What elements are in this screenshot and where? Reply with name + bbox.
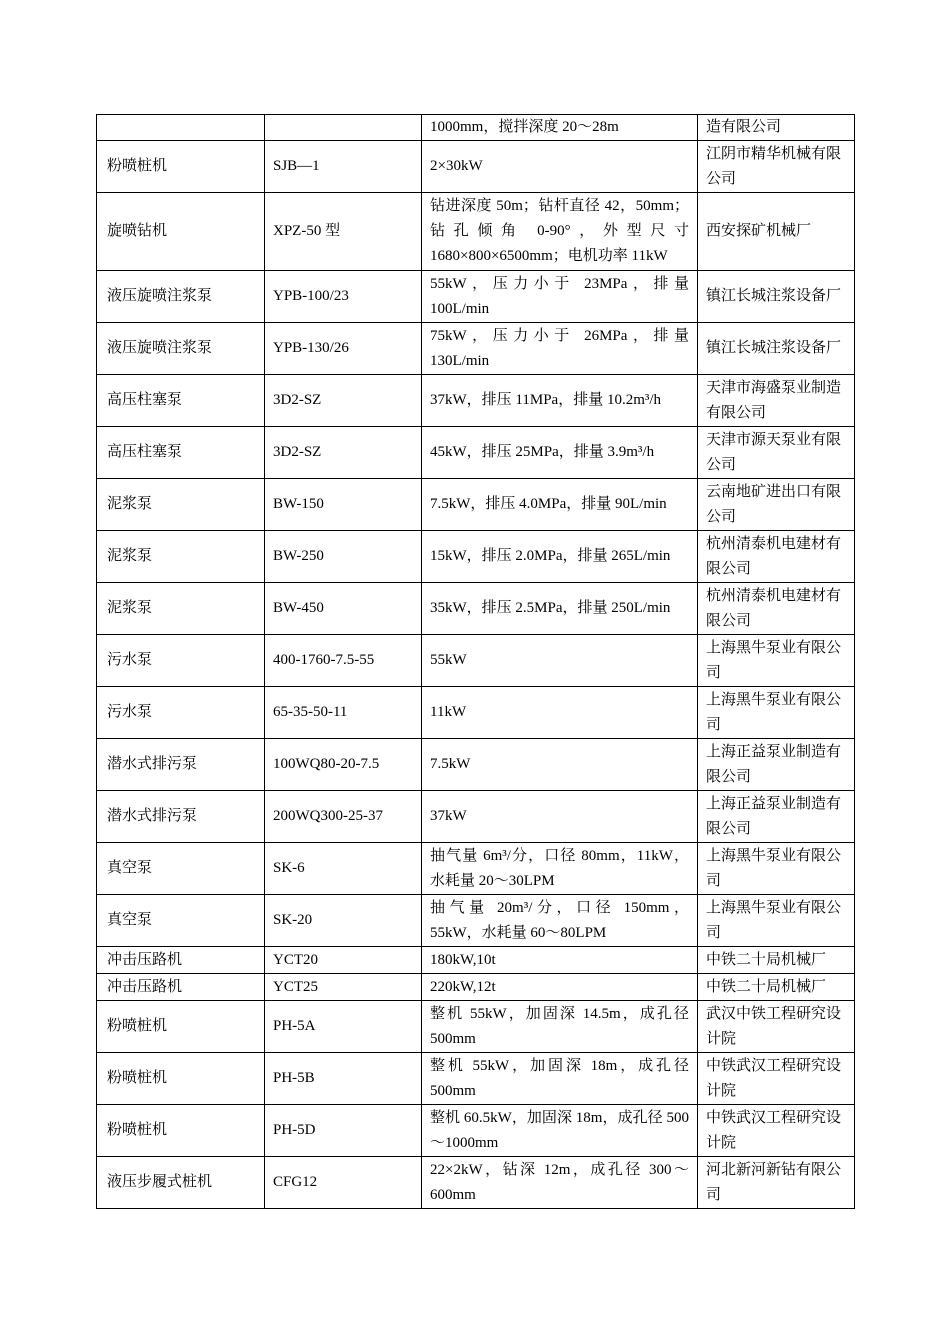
equipment-name-cell: 潜水式排污泵 [97, 739, 265, 791]
spec-cell: 75kW，压力小于 26MPa，排量 130L/min [422, 323, 698, 375]
model-cell: BW-150 [265, 479, 422, 531]
equipment-name-cell: 泥浆泵 [97, 583, 265, 635]
equipment-name-cell: 粉喷桩机 [97, 1105, 265, 1157]
model-cell: 200WQ300-25-37 [265, 791, 422, 843]
table-row [97, 323, 855, 375]
table-row [97, 739, 855, 791]
table-row [97, 271, 855, 323]
manufacturer-cell: 上海正益泵业制造有限公司 [698, 791, 855, 843]
manufacturer-cell: 云南地矿进出口有限公司 [698, 479, 855, 531]
spec-cell: 抽气量 6m³/分，口径 80mm，11kW，水耗量 20～30LPM [422, 843, 698, 895]
spec-cell: 11kW [422, 687, 698, 739]
table-row [97, 635, 855, 687]
equipment-name-cell: 旋喷钻机 [97, 193, 265, 271]
manufacturer-cell: 中铁武汉工程研究设计院 [698, 1105, 855, 1157]
model-cell: YCT20 [265, 947, 422, 974]
model-cell: PH-5D [265, 1105, 422, 1157]
equipment-name-cell: 污水泵 [97, 635, 265, 687]
equipment-name-cell: 液压旋喷注浆泵 [97, 271, 265, 323]
equipment-name-cell: 污水泵 [97, 687, 265, 739]
spec-cell: 22×2kW，钻深 12m，成孔径 300～600mm [422, 1157, 698, 1209]
spec-cell: 37kW [422, 791, 698, 843]
spec-cell: 2×30kW [422, 141, 698, 193]
equipment-name-cell: 冲击压路机 [97, 947, 265, 974]
spec-cell: 180kW,10t [422, 947, 698, 974]
model-cell: BW-250 [265, 531, 422, 583]
manufacturer-cell: 天津市海盛泵业制造有限公司 [698, 375, 855, 427]
equipment-name-cell [97, 115, 265, 141]
model-cell: YCT25 [265, 974, 422, 1001]
manufacturer-cell: 上海正益泵业制造有限公司 [698, 739, 855, 791]
table-row [97, 427, 855, 479]
model-cell: CFG12 [265, 1157, 422, 1209]
equipment-name-cell: 高压柱塞泵 [97, 427, 265, 479]
table-row [97, 193, 855, 271]
table-row [97, 531, 855, 583]
spec-cell: 45kW，排压 25MPa，排量 3.9m³/h [422, 427, 698, 479]
table-row [97, 115, 855, 141]
spec-cell: 35kW，排压 2.5MPa，排量 250L/min [422, 583, 698, 635]
spec-cell: 37kW，排压 11MPa，排量 10.2m³/h [422, 375, 698, 427]
equipment-name-cell: 液压旋喷注浆泵 [97, 323, 265, 375]
manufacturer-cell: 江阴市精华机械有限公司 [698, 141, 855, 193]
manufacturer-cell: 中铁武汉工程研究设计院 [698, 1053, 855, 1105]
table-row [97, 1105, 855, 1157]
table-row [97, 791, 855, 843]
spec-cell: 220kW,12t [422, 974, 698, 1001]
model-cell: PH-5B [265, 1053, 422, 1105]
table-row [97, 1157, 855, 1209]
spec-cell: 1000mm，搅拌深度 20～28m [422, 115, 698, 141]
spec-cell: 整机 60.5kW，加固深 18m，成孔径 500～1000mm [422, 1105, 698, 1157]
equipment-name-cell: 真空泵 [97, 895, 265, 947]
manufacturer-cell: 武汉中铁工程研究设计院 [698, 1001, 855, 1053]
manufacturer-cell: 中铁二十局机械厂 [698, 974, 855, 1001]
table-row [97, 947, 855, 974]
model-cell: YPB-100/23 [265, 271, 422, 323]
manufacturer-cell: 西安探矿机械厂 [698, 193, 855, 271]
spec-cell: 整机 55kW，加固深 18m，成孔径 500mm [422, 1053, 698, 1105]
table-row [97, 843, 855, 895]
equipment-name-cell: 液压步履式桩机 [97, 1157, 265, 1209]
model-cell: 3D2-SZ [265, 427, 422, 479]
manufacturer-cell: 中铁二十局机械厂 [698, 947, 855, 974]
model-cell: SJB—1 [265, 141, 422, 193]
model-cell: 400-1760-7.5-55 [265, 635, 422, 687]
model-cell: 3D2-SZ [265, 375, 422, 427]
model-cell: YPB-130/26 [265, 323, 422, 375]
model-cell: 100WQ80-20-7.5 [265, 739, 422, 791]
table-row [97, 479, 855, 531]
equipment-name-cell: 泥浆泵 [97, 479, 265, 531]
spec-cell: 整机 55kW，加固深 14.5m，成孔径 500mm [422, 1001, 698, 1053]
table-row [97, 974, 855, 1001]
equipment-name-cell: 冲击压路机 [97, 974, 265, 1001]
manufacturer-cell: 造有限公司 [698, 115, 855, 141]
spec-cell: 7.5kW，排压 4.0MPa，排量 90L/min [422, 479, 698, 531]
model-cell: PH-5A [265, 1001, 422, 1053]
equipment-name-cell: 粉喷桩机 [97, 1053, 265, 1105]
model-cell: SK-6 [265, 843, 422, 895]
spec-cell: 55kW [422, 635, 698, 687]
manufacturer-cell: 天津市源天泵业有限公司 [698, 427, 855, 479]
model-cell: SK-20 [265, 895, 422, 947]
model-cell: 65-35-50-11 [265, 687, 422, 739]
equipment-name-cell: 粉喷桩机 [97, 141, 265, 193]
equipment-table [96, 114, 855, 1209]
table-row [97, 1053, 855, 1105]
model-cell: XPZ-50 型 [265, 193, 422, 271]
table-row [97, 375, 855, 427]
spec-cell: 7.5kW [422, 739, 698, 791]
spec-cell: 钻进深度 50m；钻杆直径 42，50mm；钻孔倾角 0-90°，外型尺寸 1680×800×6500mm；电机功率 11kW [422, 193, 698, 271]
equipment-name-cell: 真空泵 [97, 843, 265, 895]
spec-cell: 抽气量 20m³/分，口径 150mm，55kW，水耗量 60～80LPM [422, 895, 698, 947]
manufacturer-cell: 上海黑牛泵业有限公司 [698, 895, 855, 947]
manufacturer-cell: 杭州清泰机电建材有限公司 [698, 531, 855, 583]
manufacturer-cell: 上海黑牛泵业有限公司 [698, 843, 855, 895]
table-row [97, 895, 855, 947]
manufacturer-cell: 上海黑牛泵业有限公司 [698, 635, 855, 687]
manufacturer-cell: 河北新河新钻有限公司 [698, 1157, 855, 1209]
manufacturer-cell: 上海黑牛泵业有限公司 [698, 687, 855, 739]
manufacturer-cell: 镇江长城注浆设备厂 [698, 271, 855, 323]
table-row [97, 1001, 855, 1053]
table-row [97, 141, 855, 193]
spec-cell: 15kW，排压 2.0MPa，排量 265L/min [422, 531, 698, 583]
equipment-name-cell: 潜水式排污泵 [97, 791, 265, 843]
equipment-name-cell: 高压柱塞泵 [97, 375, 265, 427]
equipment-table-body [97, 115, 855, 1209]
table-row [97, 687, 855, 739]
equipment-name-cell: 泥浆泵 [97, 531, 265, 583]
spec-cell: 55kW，压力小于 23MPa，排量 100L/min [422, 271, 698, 323]
table-row [97, 583, 855, 635]
manufacturer-cell: 镇江长城注浆设备厂 [698, 323, 855, 375]
model-cell [265, 115, 422, 141]
equipment-name-cell: 粉喷桩机 [97, 1001, 265, 1053]
model-cell: BW-450 [265, 583, 422, 635]
manufacturer-cell: 杭州清泰机电建材有限公司 [698, 583, 855, 635]
